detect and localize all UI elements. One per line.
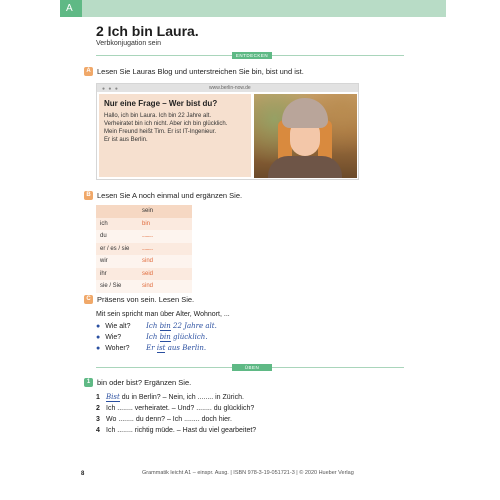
blog-text-box: [99, 94, 251, 177]
blog-line: Hallo, ich bin Laura. Ich bin 22 Jahre alt.: [104, 113, 212, 119]
answer-field[interactable]: Bist: [106, 393, 120, 401]
blog-headline: Nur eine Frage – Wer bist du?: [104, 99, 218, 108]
section-ueben: [96, 364, 404, 370]
bullet-icon: ●: [96, 345, 101, 352]
exercise-c-badge: C: [84, 295, 93, 304]
exercise-c-instruction: Präsens von sein. Lesen Sie.: [97, 295, 195, 304]
table-header-sein: sein: [138, 205, 192, 218]
blog-line: Verheiratet bin ich nicht. Aber ich bin glücklich.: [104, 121, 228, 127]
blog-url: www.berlin-now.de: [209, 85, 251, 91]
bullet-icon: ●: [96, 334, 101, 341]
blank-field[interactable]: .........: [138, 243, 192, 256]
exercise-c-intro: Mit sein spricht man über Alter, Wohnort, ...: [96, 311, 230, 318]
exercise-1-instruction: bin oder bist? Ergänzen Sie.: [97, 378, 192, 387]
section-ueben-label: ÜBEN: [232, 364, 272, 371]
exercise-b-badge: B: [84, 191, 93, 200]
table-row: ich bin: [96, 218, 192, 231]
browser-dots-icon: ● ● ●: [102, 86, 119, 92]
footer-publisher: Grammatik leicht A1 – einspr. Ausg. | ISBN 978-3-19-051721-3 | © 2020 Hueber Verlag: [142, 470, 354, 476]
example-item: ● Wie? Ich bin glücklich.: [96, 333, 208, 341]
table-row: er / es / sie .........: [96, 243, 192, 256]
bullet-icon: ●: [96, 323, 101, 330]
exercise-a-instruction: Lesen Sie Lauras Blog und unterstreichen Sie bin, bist und ist.: [97, 67, 304, 76]
laura-photo: [254, 94, 357, 178]
exercise-item: 3 Wo ........ du denn? – Ich ........ doch hier.: [96, 416, 232, 423]
conjugation-table: [96, 205, 192, 293]
table-row: du .........: [96, 230, 192, 243]
exercise-a-badge: A: [84, 67, 93, 76]
table-header-row: [96, 205, 192, 218]
page-number: 8: [81, 471, 85, 477]
blank-field[interactable]: .........: [138, 230, 192, 243]
page-title: 2 Ich bin Laura.: [96, 23, 199, 39]
exercise-item: 4 Ich ........ richtig müde. – Hast du viel gearbeitet?: [96, 427, 257, 434]
blog-card: [96, 83, 359, 180]
blog-line: Mein Freund heißt Tim. Er ist IT-Ingenieur.: [104, 129, 217, 135]
browser-bar: [97, 84, 358, 92]
exercise-item: 1 Bist du in Berlin? – Nein, ich ........ in Zürich.: [96, 393, 244, 401]
example-item: ● Woher? Er ist aus Berlin.: [96, 344, 207, 352]
table-row: ihr seid: [96, 268, 192, 281]
table-row: wir sind: [96, 255, 192, 268]
exercise-b-instruction: Lesen Sie A noch einmal und ergänzen Sie.: [97, 191, 243, 200]
page-subtitle: Verbkonjugation sein: [96, 40, 161, 47]
table-row: sie / Sie sind: [96, 280, 192, 293]
section-entdecken: [96, 52, 404, 58]
chapter-tab: A: [60, 0, 82, 17]
section-entdecken-label: ENTDECKEN: [232, 52, 272, 59]
blog-line: Er ist aus Berlin.: [104, 137, 148, 143]
exercise-1-badge: 1: [84, 378, 93, 387]
example-item: ● Wie alt? Ich bin 22 Jahre alt.: [96, 322, 217, 330]
exercise-item: 2 Ich ........ verheiratet. – Und? ........ du glücklich?: [96, 405, 255, 412]
header-band: [60, 0, 446, 17]
